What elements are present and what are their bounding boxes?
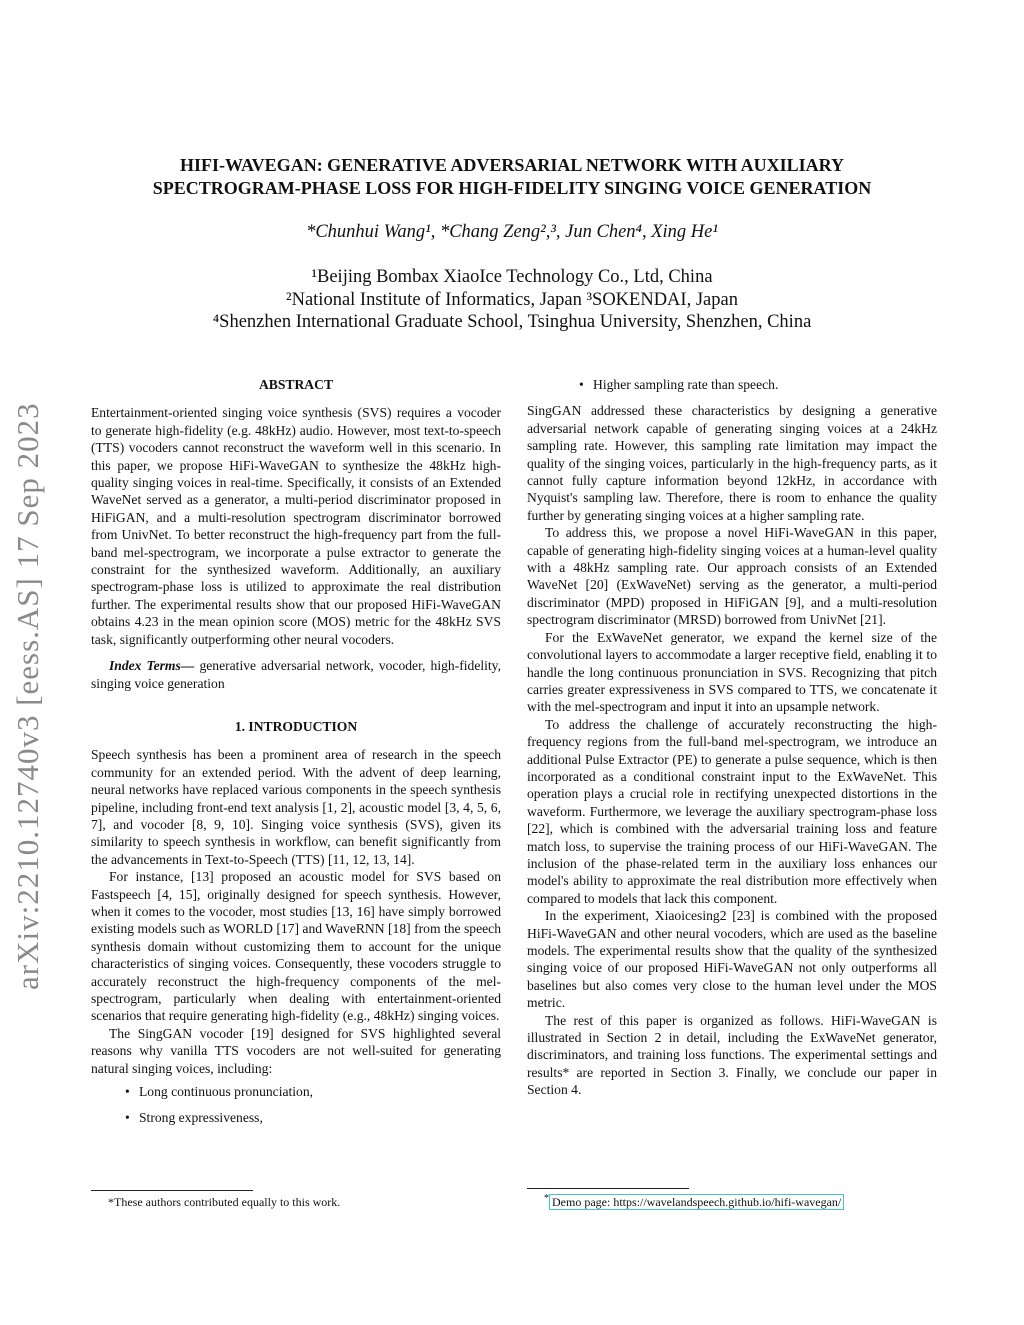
- list-item: • Strong expressiveness,: [139, 1109, 501, 1126]
- index-terms-label: Index Terms—: [109, 658, 195, 674]
- affiliations: [90, 266, 934, 334]
- list-item: • Higher sampling rate than speech.: [593, 376, 937, 393]
- footnote-rule-left: [91, 1190, 253, 1191]
- characteristics-list-continued: [527, 376, 937, 393]
- author-list: *Chunhui Wang¹, *Chang Zeng²,³, Jun Chen⁴, Xing He¹: [306, 222, 718, 242]
- right-paragraph-4: To address the challenge of accurately reconstructing the high-frequency regions from the full-band mel-spectrogram, we introduce an additional Pulse Extractor (PE) to generate a pulse sequence, which is then incorporated as a conditional constraint input to the ExWaveNet. This operation plays a crucial role in rectifying unexpected distortions in the waveform. Furthermore, we leverage the auxiliary spectrogram-phase loss [22], which is combined with the adversarial training loss and feature match loss, to supervise the training process of our HiFi-WaveGAN. The inclusion of the phase-related term in the auxiliary loss enhances our model's ability to approximate the real distribution more effectively when compared to models that lack this component.: [527, 716, 937, 906]
- abstract-heading: ABSTRACT: [258, 377, 334, 392]
- arxiv-stamp: arXiv:2210.12740v3 [eess.AS] 17 Sep 2023: [10, 402, 45, 990]
- right-paragraph-6: The rest of this paper is organized as follows. HiFi-WaveGAN is illustrated in Section 2 in detail, including the ExWaveNet generator, discriminators, and training loss functions. The experimental settings and results* are reported in Section 3. Finally, we conclude our paper in Section 4.: [527, 1012, 937, 1098]
- left-column: [91, 376, 501, 1136]
- footnote-right: [544, 1193, 844, 1210]
- paper-title: [90, 154, 934, 200]
- index-terms-text: generative adversarial network, vocoder, high-fidelity, singing voice generation: [91, 658, 501, 691]
- demo-page-link[interactable]: Demo page: https://wavelandspeech.github.io/hifi-wavegan/: [549, 1194, 844, 1210]
- right-paragraph-5: In the experiment, Xiaoicesing2 [23] is combined with the proposed HiFi-WaveGAN and other neural vocoders, which are used as the baseline models. The experimental results show that the quality of the synthesized singing voice of our proposed HiFi-WaveGAN not only outperforms all baselines but also comes very close to the human level under the MOS metric.: [527, 908, 937, 1011]
- intro-paragraph-1: Speech synthesis has been a prominent area of research in the speech community for an extended period. With the advent of deep learning, neural networks have replaced various components in the speech synthesis pipeline, including front-end text analysis [1, 2], acoustic model [3, 4, 5, 6, 7], and vocoder [8, 9, 10]. Singing voice synthesis (SVS), given its similarity to speech synthesis in workflow, can benefit significantly from the advancements in Text-to-Speech (TTS) [11, 12, 13, 14].: [91, 747, 501, 867]
- affiliation-3: ⁴Shenzhen International Graduate School, Tsinghua University, Shenzhen, China: [212, 312, 812, 332]
- intro-paragraph-2: For instance, [13] proposed an acoustic model for SVS based on Fastspeech [4, 15], originally designed for speech synthesis. However, when it comes to the vocoder, most studies [13, 16] have simply borrowed existing models such as WORLD [17] and WaveRNN [18] from the speech synthesis domain without customizing them to account for the unique characteristics of singing voices. Consequently, these vocoders struggle to accurately reconstruct the high-frequency components of the mel-spectrogram, particularly when dealing with entertainment-oriented scenarios that require generating high-fidelity (e.g., 48kHz) singing voices.: [91, 869, 501, 1024]
- abstract-text: Entertainment-oriented singing voice synthesis (SVS) requires a vocoder to generate high-fidelity (e.g. 48kHz) audio. However, most text-to-speech (TTS) vocoders cannot reconstruct the waveform well in this scenario. In this paper, we propose HiFi-WaveGAN to synthesize the 48kHz high-quality singing voices in real-time. Specifically, it consists of an Extended WaveNet served as a generator, a multi-period discriminator proposed in HiFiGAN, and a multi-resolution spectrogram discriminator borrowed from UnivNet. To better reconstruct the high-frequency part from the full-band mel-spectrogram, we incorporate a pulse extractor to generate the constraint for the synthesized waveform. Additionally, an auxiliary spectrogram-phase loss is utilized to approximate the real distribution further. The experimental results show that our proposed HiFi-WaveGAN obtains 4.23 in the mean opinion score (MOS) metric for the 48kHz SVS task, significantly outperforming other neural vocoders.: [91, 405, 501, 647]
- characteristics-list: [91, 1083, 501, 1127]
- title-line-2: SPECTROGRAM-PHASE LOSS FOR HIGH-FIDELITY SINGING VOICE GENERATION: [152, 178, 872, 198]
- affiliation-1: ¹Beijing Bombax XiaoIce Technology Co., Ltd, China: [311, 267, 713, 287]
- title-line-1: HIFI-WAVEGAN: GENERATIVE ADVERSARIAL NETWORK WITH AUXILIARY: [180, 155, 844, 175]
- right-paragraph-1: SingGAN addressed these characteristics by designing a generative adversarial network capable of generating singing voices at a 24kHz sampling rate. However, this sampling rate limitation may impact the quality of the singing voices, particularly in the high-frequency parts, as it cannot fully capture information beyond 12kHz, in accordance with Nyquist's sampling law. Therefore, there is room to enhance the quality further by generating singing voices at a higher sampling rate.: [527, 403, 937, 523]
- footnote-left: *These authors contributed equally to this work.: [108, 1195, 341, 1209]
- affiliation-2: ²National Institute of Informatics, Japan ³SOKENDAI, Japan: [286, 289, 738, 310]
- right-paragraph-3: For the ExWaveNet generator, we expand the kernel size of the convolutional layers to accommodate a larger receptive field, enabling it to handle the long continuous pronunciation in SVS. Recognizing that pitch carries greater expressiveness in SVS compared to TTS, we concatenate it with the mel-spectrogram and input it into an upsample network.: [527, 629, 937, 715]
- right-paragraph-2: To address this, we propose a novel HiFi-WaveGAN in this paper, capable of generating high-fidelity singing voices at a human-level quality with a 48kHz sampling rate. Our approach consists of an Extended WaveNet [20] (ExWaveNet) serving as the generator, a multi-period discriminator (MPD) proposed in HiFiGAN [9], and a multi-resolution spectrogram discriminator (MRSD) borrowed from UnivNet [21].: [527, 525, 937, 628]
- intro-heading: 1. INTRODUCTION: [234, 718, 358, 734]
- intro-paragraph-3: The SingGAN vocoder [19] designed for SVS highlighted several reasons why vanilla TTS vocoders are not well-suited for generating natural singing voices, including:: [91, 1025, 501, 1076]
- footnote-mark: *: [544, 1193, 549, 1204]
- right-column: [527, 376, 937, 1099]
- list-item: • Long continuous pronunciation,: [139, 1083, 501, 1100]
- footnote-rule-right: [527, 1188, 689, 1189]
- index-terms: [91, 657, 501, 692]
